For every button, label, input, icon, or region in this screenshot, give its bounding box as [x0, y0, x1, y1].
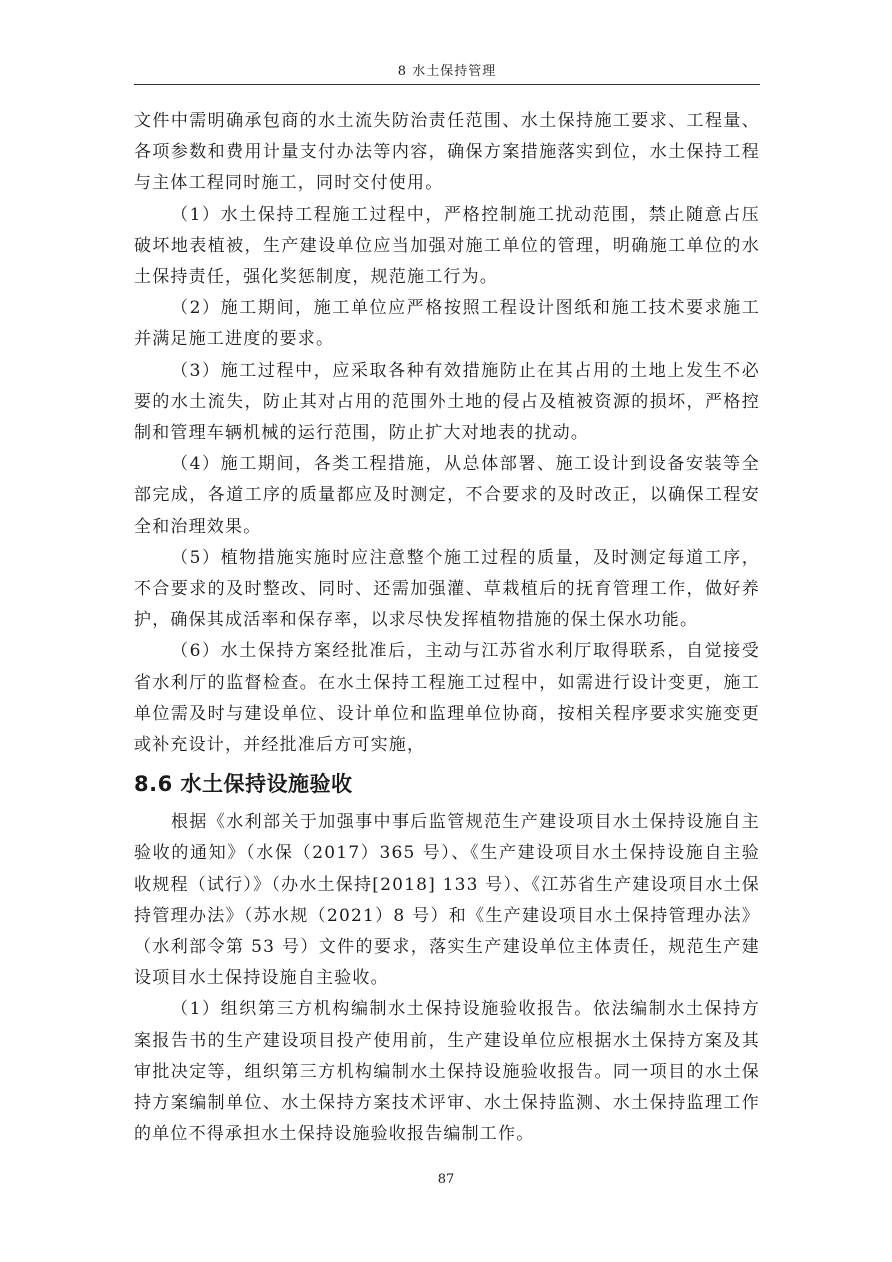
paragraph-item-5: （5）植物措施实施时应注意整个施工过程的质量，及时测定每道工序，不合要求的及时整改、同时、还需加强灌、草栽植后的抚育管理工作，做好养护，确保其成活率和保存率，以求尽快发挥植物措施的保土保水功能。	[134, 547, 760, 631]
paragraph-acceptance-item-1: （1）组织第三方机构编制水土保持设施验收报告。依法编制水土保持方案报告书的生产建设项目投产使用前，生产建设单位应根据水土保持方案及其审批决定等，组织第三方机构编制水土保持设施验收报告。同一项目的水土保持方案编制单位、水土保持方案技术评审、水土保持监测、水土保持监理工作的单位不得承担水土保持设施验收报告编制工作。	[134, 999, 760, 1145]
page-number: 87	[437, 1172, 455, 1187]
paragraph-item-6: （6）水土保持方案经批准后，主动与江苏省水利厅取得联系，自觉接受省水利厅的监督检查。在水土保持工程施工过程中，如需进行设计变更，施工单位需及时与建设单位、设计单位和监理单位协商，按相关程序要求实施变更或补充设计，并经批准后方可实施，	[134, 641, 760, 756]
paragraph-item-2: （2）施工期间，施工单位应严格按照工程设计图纸和施工技术要求施工并满足施工进度的要求。	[134, 298, 760, 350]
paragraph-item-3: （3）施工过程中，应采取各种有效措施防止在其占用的土地上发生不必要的水土流失，防止其对占用的范围外土地的侵占及植被资源的损坏，严格控制和管理车辆机械的运行范围，防止扩大对地表的扰动。	[134, 360, 760, 444]
section-heading: 8.6 水土保持设施验收	[134, 772, 353, 797]
paragraph-item-1: （1）水土保持工程施工过程中，严格控制施工扰动范围，禁止随意占压破坏地表植被，生产建设单位应当加强对施工单位的管理，明确施工单位的水土保持责任，强化奖惩制度，规范施工行为。	[134, 204, 760, 288]
page-body	[134, 106, 760, 1151]
paragraph-acceptance-basis: 根据《水利部关于加强事中事后监管规范生产建设项目水土保持设施自主验收的通知》（水保（2017）365 号）、《生产建设项目水土保持设施自主验收规程（试行）》（办水土保持[2018] 133 号）、《江苏省生产建设项目水土保持管理办法》（苏水规（2021）8 号）和《生产建设项目水土保持管理办法》（水利部令第 53 号）文件的要求，落实生产建设单位主体责任，规范生产建设项目水土保持设施自主验收。	[134, 812, 760, 989]
paragraph-continuation: 文件中需明确承包商的水土流失防治责任范围、水土保持施工要求、工程量、各项参数和费用计量支付办法等内容，确保方案措施落实到位，水土保持工程与主体工程同时施工，同时交付使用。	[134, 111, 760, 194]
header-rule	[134, 84, 760, 85]
running-header: 8 水土保持管理	[397, 64, 497, 79]
paragraph-item-4: （4）施工期间，各类工程措施，从总体部署、施工设计到设备安装等全部完成，各道工序的质量都应及时测定，不合要求的及时改正，以确保工程安全和治理效果。	[134, 454, 760, 537]
